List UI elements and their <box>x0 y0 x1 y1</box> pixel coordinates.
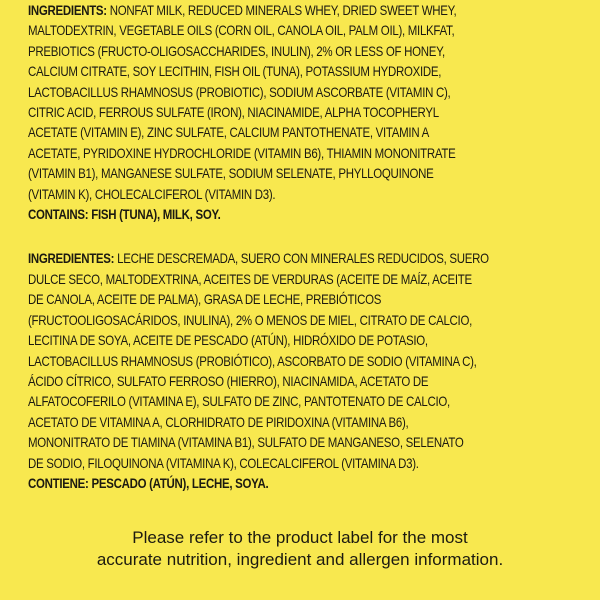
english-line-1 <box>28 0 487 20</box>
english-ingredients-heading: INGREDIENTS: <box>28 2 107 18</box>
spanish-allergen-statement: CONTIENE: PESCADO (ATÚN), LECHE, SOYA. <box>28 474 269 491</box>
english-line-5: LACTOBACILLUS RHAMNOSUS (PROBIOTIC), SODIUM ASCORBATE (VITAMIN C), <box>28 83 451 100</box>
spanish-line-4: (FRUCTOOLIGOSACÁRIDOS, INULINA), 2% O MENOS DE MIEL, CITRATO DE CALCIO, <box>28 311 473 328</box>
spanish-line-9: ACETATO DE VITAMINA A, CLORHIDRATO DE PIRIDOXINA (VITAMINA B6), <box>28 413 409 430</box>
english-allergen-statement: CONTAINS: FISH (TUNA), MILK, SOY. <box>28 206 221 223</box>
spanish-line-6: LACTOBACILLUS RHAMNOSUS (PROBIÓTICO), ASCORBATO DE SODIO (VITAMINA C), <box>28 352 477 369</box>
english-line-3: PREBIOTICS (FRUCTO-OLIGOSACCHARIDES, INULIN), 2% OR LESS OF HONEY, <box>28 42 445 59</box>
ingredient-label <box>28 0 487 493</box>
spanish-line-5: LECITINA DE SOYA, ACEITE DE PESCADO (ATÚN), HIDRÓXIDO DE POTASIO, <box>28 332 428 349</box>
section-spacer <box>28 224 487 248</box>
spanish-line-8: ALFATOCOFERILO (VITAMINA E), SULFATO DE ZINC, PANTOTENATO DE CALCIO, <box>28 393 450 410</box>
spanish-line-11: DE SODIO, FILOQUINONA (VITAMINA K), COLECALCIFEROL (VITAMINA D3). <box>28 454 419 471</box>
spanish-line-1 <box>28 248 487 268</box>
spanish-line-10: MONONITRATO DE TIAMINA (VITAMINA B1), SULFATO DE MANGANESO, SELENATO <box>28 434 464 451</box>
spanish-line-2: DULCE SECO, MALTODEXTRINA, ACEITES DE VERDURAS (ACEITE DE MAÍZ, ACEITE <box>28 270 472 287</box>
english-line-6: CITRIC ACID, FERROUS SULFATE (IRON), NIACINAMIDE, ALPHA TOCOPHERYL <box>28 104 439 121</box>
spanish-line-3: DE CANOLA, ACEITE DE PALMA), GRASA DE LECHE, PREBIÓTICOS <box>28 291 382 308</box>
spanish-ingredients-heading: INGREDIENTES: <box>28 250 115 267</box>
english-line-9: (VITAMIN B1), MANGANESE SULFATE, SODIUM SELENATE, PHYLLOQUINONE <box>28 165 434 182</box>
english-line-10: (VITAMIN K), CHOLECALCIFEROL (VITAMIN D3). <box>28 185 276 202</box>
english-line-7: ACETATE (VITAMIN E), ZINC SULFATE, CALCIUM PANTOTHENATE, VITAMIN A <box>28 124 429 141</box>
spanish-ingredients-block <box>28 248 487 493</box>
disclaimer-line-1: Please refer to the product label for the most <box>132 528 468 547</box>
spanish-line-7: ÁCIDO CÍTRICO, SULFATO FERROSO (HIERRO), NIACINAMIDA, ACETATO DE <box>28 372 429 389</box>
english-line-1-text: NONFAT MILK, REDUCED MINERALS WHEY, DRIED SWEET WHEY, <box>106 2 457 18</box>
english-line-8: ACETATE, PYRIDOXINE HYDROCHLORIDE (VITAMIN B6), THIAMIN MONONITRATE <box>28 144 456 161</box>
english-ingredients-block <box>28 0 487 224</box>
disclaimer-line-2: accurate nutrition, ingredient and allergen information. <box>96 550 504 569</box>
english-line-2: MALTODEXTRIN, VEGETABLE OILS (CORN OIL, CANOLA OIL, PALM OIL), MILKFAT, <box>28 22 455 39</box>
spanish-line-1-text: LECHE DESCREMADA, SUERO CON MINERALES REDUCIDOS, SUERO <box>114 250 489 267</box>
disclaimer-footer <box>0 527 600 571</box>
english-line-4: CALCIUM CITRATE, SOY LECITHIN, FISH OIL (TUNA), POTASSIUM HYDROXIDE, <box>28 63 442 80</box>
